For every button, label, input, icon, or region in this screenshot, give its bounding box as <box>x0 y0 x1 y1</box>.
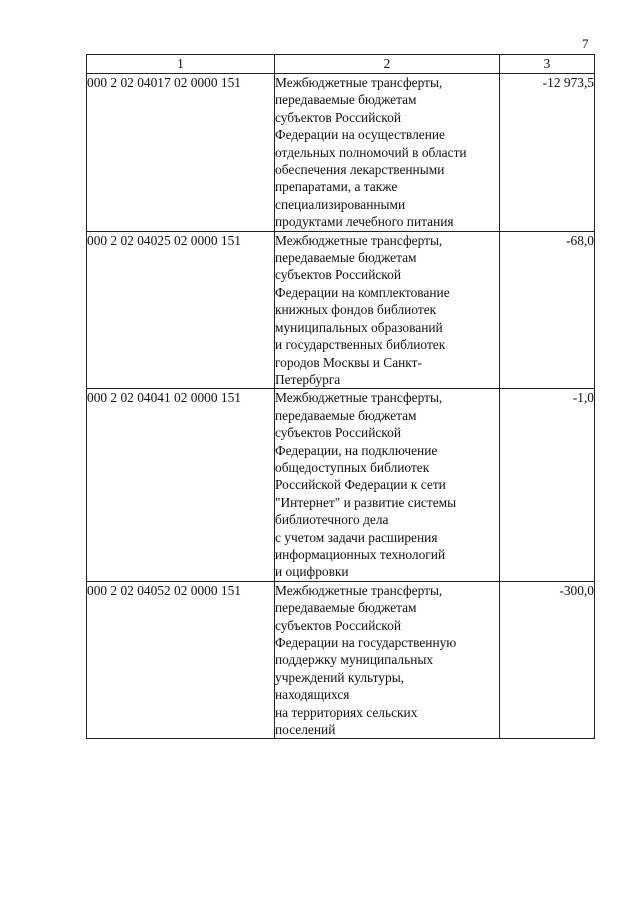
amount-cell: -300,0 <box>500 581 595 739</box>
description-line: Межбюджетные трансферты, <box>275 232 443 248</box>
description-cell <box>275 231 500 389</box>
budget-code-cell: 000 2 02 04052 02 0000 151 <box>87 581 275 739</box>
budget-table <box>86 54 595 739</box>
amount-cell: -12 973,5 <box>500 74 595 232</box>
description-line: Межбюджетные трансферты, <box>275 75 443 90</box>
column-header-2: 2 <box>275 55 500 74</box>
description-line: передаваемые бюджетам <box>275 600 417 616</box>
description-line: Федерации на государственную <box>275 635 457 650</box>
table-row <box>87 231 595 389</box>
description-cell <box>275 389 500 581</box>
description-line: учреждений культуры, <box>275 669 405 685</box>
description-cell <box>275 74 500 232</box>
header-row <box>87 55 595 74</box>
description-line: субъектов Российской <box>275 425 401 441</box>
description-line: продуктами лечебного питания <box>275 214 454 230</box>
description-line: передаваемые бюджетам <box>275 407 417 423</box>
description-line: библиотечного дела <box>275 512 389 528</box>
description-line: поддержку муниципальных <box>275 652 434 668</box>
description-line: Петербурга <box>275 371 341 387</box>
budget-code-cell: 000 2 02 04041 02 0000 151 <box>87 389 275 581</box>
description-line: субъектов Российской <box>275 267 401 283</box>
budget-code-cell: 000 2 02 04025 02 0000 151 <box>87 231 275 389</box>
description-line: Федерации на комплектование <box>275 284 450 300</box>
description-cell <box>275 581 500 739</box>
description-line: на территориях сельских <box>275 704 418 720</box>
column-header-3: 3 <box>500 55 595 74</box>
description-line: Российской Федерации к сети <box>275 477 446 493</box>
amount-cell: -68,0 <box>500 231 595 389</box>
page-number: 7 <box>582 36 589 51</box>
description-line: отдельных полномочий в области <box>275 144 467 160</box>
table-body <box>87 74 595 739</box>
description-line: с учетом задачи расширения <box>275 529 438 545</box>
description-line: передаваемые бюджетам <box>275 92 417 108</box>
description-line: и государственных библиотек <box>275 337 446 353</box>
budget-code-cell: 000 2 02 04017 02 0000 151 <box>87 74 275 232</box>
description-line: Межбюджетные трансферты, <box>275 390 443 406</box>
column-header-1: 1 <box>87 55 275 74</box>
description-line: "Интернет" и развитие системы <box>275 494 457 510</box>
description-line: специализированными <box>275 196 406 212</box>
description-line: препаратами, а также <box>275 179 398 195</box>
table-row <box>87 389 595 581</box>
description-line: Федерации на осуществление <box>275 127 445 143</box>
description-line: городов Москвы и Санкт- <box>275 354 422 370</box>
amount-cell: -1,0 <box>500 389 595 581</box>
description-line: находящихся <box>275 687 350 703</box>
table-row <box>87 74 595 232</box>
description-line: информационных технологий <box>275 546 446 562</box>
description-line: субъектов Российской <box>275 109 401 125</box>
description-line: и оцифровки <box>275 564 349 580</box>
description-line: обеспечения лекарственными <box>275 162 445 178</box>
description-line: передаваемые бюджетам <box>275 250 417 266</box>
description-line: книжных фондов библиотек <box>275 302 437 318</box>
table-row <box>87 581 595 739</box>
description-line: муниципальных образований <box>275 319 443 335</box>
description-line: Межбюджетные трансферты, <box>275 582 443 598</box>
description-line: поселений <box>275 722 336 738</box>
description-line: общедоступных библиотек <box>275 459 430 475</box>
description-line: Федерации, на подключение <box>275 442 438 458</box>
description-line: субъектов Российской <box>275 617 401 633</box>
